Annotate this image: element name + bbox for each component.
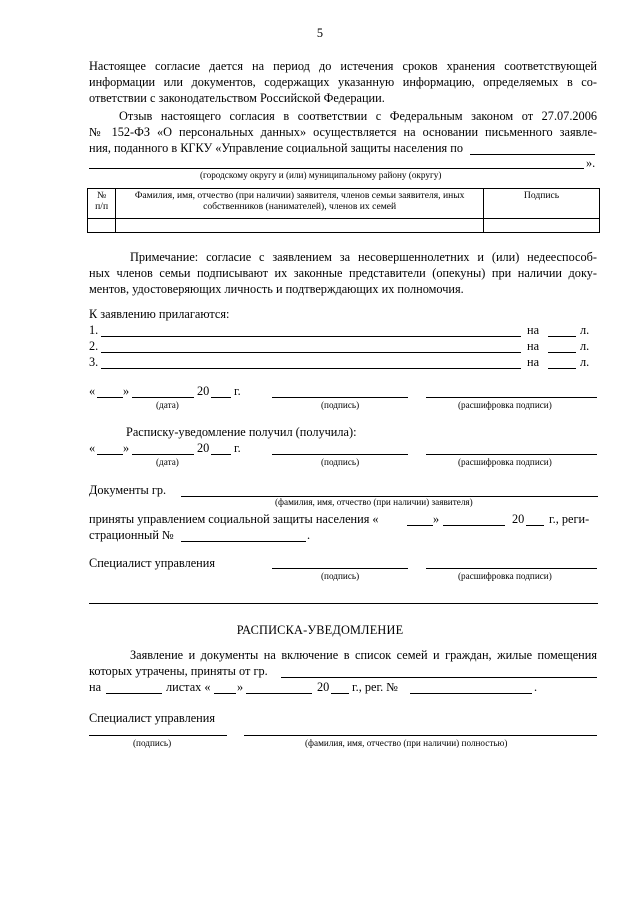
receipt-line1: Заявление и документы на включение в список семей и граждан, жилые помещения (130, 648, 597, 662)
signature-decode-field-2[interactable] (426, 454, 597, 455)
attachment-sheets-3[interactable] (548, 368, 576, 369)
revocation-line1: Отзыв настоящего согласия в соответствии с Федеральным законом от 27.07.2006 (119, 109, 597, 123)
attachments-heading: К заявлению прилагаются: (89, 307, 230, 321)
registration-label: страционный № (89, 528, 174, 542)
documents-label: Документы гр. (89, 483, 167, 497)
attachment-na-3: на (527, 355, 540, 369)
table-cell-signature[interactable] (484, 219, 600, 233)
specialist-signature-field[interactable] (272, 568, 408, 569)
receipt-year-field[interactable] (331, 693, 349, 694)
attachment-field-2[interactable] (101, 352, 521, 353)
receipt-reg-label: г., рег. № (352, 680, 399, 694)
receipt-sheets-field[interactable] (106, 693, 162, 694)
quote-open-2: « (89, 441, 96, 455)
receipt-line3-end: . (534, 680, 538, 694)
receipt-day-field[interactable] (214, 693, 236, 694)
decode-caption: (расшифровка подписи) (458, 400, 552, 410)
signature-caption-2: (подпись) (321, 457, 360, 467)
accepted-day-field[interactable] (407, 525, 433, 526)
attachment-field-3[interactable] (101, 368, 521, 369)
quote-open: « (89, 384, 96, 398)
attachment-number-2: 2. (89, 339, 99, 353)
signature-decode-field[interactable] (426, 397, 597, 398)
specialist-decode-field[interactable] (426, 568, 597, 569)
attachment-l-3: л. (580, 355, 590, 369)
specialist-decode-caption: (расшифровка подписи) (458, 571, 552, 581)
attachment-sheets-1[interactable] (548, 336, 576, 337)
revocation-line3: ния, поданного в КГКУ «Управление социальной защиты населения по (89, 141, 464, 155)
accepted-month-field[interactable] (443, 525, 505, 526)
accepted-year-field[interactable] (526, 525, 544, 526)
department-name-line-b[interactable] (89, 168, 584, 169)
year-field-2[interactable] (211, 454, 231, 455)
year-field[interactable] (211, 397, 231, 398)
receipt-title: РАСПИСКА-УВЕДОМЛЕНИЕ (236, 623, 404, 637)
year-suffix: г. (234, 384, 241, 398)
signature-field-2[interactable] (272, 454, 408, 455)
note-line2: ных членов семьи подписывают их законные представители (опекуны) при наличии доку- (89, 266, 597, 280)
note-line1: Примечание: согласие с заявлением за несовершеннолетних и (или) недееспособ- (130, 250, 597, 264)
table-header-number: № п/п (88, 189, 116, 219)
attachment-l-2: л. (580, 339, 590, 353)
day-field[interactable] (97, 397, 123, 398)
specialist-label: Специалист управления (89, 556, 215, 570)
receipt-na: на (89, 680, 102, 694)
receipt-applicant-field[interactable] (281, 677, 597, 678)
department-caption: (городскому округу и (или) муниципальному району (округу) (200, 170, 442, 180)
receipt-signature-caption: (подпись) (133, 738, 172, 748)
signature-caption: (подпись) (321, 400, 360, 410)
accepted-quote-close: » (433, 512, 440, 526)
year-prefix-2: 20 (197, 441, 210, 455)
attachment-na-1: на (527, 323, 540, 337)
department-name-line-a[interactable] (470, 154, 595, 155)
accepted-year-prefix: 20 (512, 512, 525, 526)
table-cell-name[interactable] (116, 219, 484, 233)
consent-period-line3: ответствии с законодательством Российской Федерации. (89, 91, 385, 105)
decode-caption-2: (расшифровка подписи) (458, 457, 552, 467)
page-number: 5 (316, 26, 324, 40)
year-prefix: 20 (197, 384, 210, 398)
receipt-specialist-fio-field[interactable] (244, 735, 597, 736)
month-field[interactable] (132, 397, 194, 398)
table-header-name: Фамилия, имя, отчество (при наличии) заявителя, членов семьи заявителя, иных собственников (нанимателей), членов их семей (116, 189, 484, 219)
quote-close-2: » (123, 441, 130, 455)
quote-close: » (123, 384, 130, 398)
cut-line (89, 603, 598, 604)
revocation-line4-end: ». (586, 156, 596, 170)
note-line3: ментов, удостоверяющих личность и подтверждающих их полномочия. (89, 282, 464, 296)
accepted-year-suffix: г., реги- (549, 512, 590, 526)
date-caption: (дата) (156, 400, 179, 410)
table-header-signature: Подпись (484, 189, 600, 219)
receipt-sheets-label: листах « (166, 680, 211, 694)
date-caption-2: (дата) (156, 457, 179, 467)
receipt-received-label: Расписку-уведомление получил (получила): (126, 425, 357, 439)
day-field-2[interactable] (97, 454, 123, 455)
consent-period-line1: Настоящее согласие дается на период до истечения сроков хранения соответствующей (89, 59, 597, 73)
attachment-field-1[interactable] (101, 336, 521, 337)
signature-field[interactable] (272, 397, 408, 398)
registration-end: . (307, 528, 311, 542)
year-suffix-2: г. (234, 441, 241, 455)
receipt-quote-close: » (237, 680, 244, 694)
applicant-name-caption: (фамилия, имя, отчество (при наличии) заявителя) (275, 497, 473, 507)
receipt-fio-caption: (фамилия, имя, отчество (при наличии) полностью) (305, 738, 508, 748)
receipt-specialist-signature-field[interactable] (89, 735, 227, 736)
attachment-number-3: 3. (89, 355, 99, 369)
receipt-reg-number-field[interactable] (410, 693, 532, 694)
receipt-specialist-label: Специалист управления (89, 711, 215, 725)
attachment-sheets-2[interactable] (548, 352, 576, 353)
revocation-line2: № 152-ФЗ «О персональных данных» осуществляется на основании письменного заявле- (89, 125, 597, 139)
attachment-na-2: на (527, 339, 540, 353)
attachment-number-1: 1. (89, 323, 99, 337)
consent-period-line2: информации или документов, содержащих указанную информацию, определяемых в со- (89, 75, 597, 89)
registration-number-field[interactable] (181, 541, 306, 542)
receipt-year-prefix: 20 (317, 680, 330, 694)
attachment-l-1: л. (580, 323, 590, 337)
documents-accepted-text: приняты управлением социальной защиты населения « (89, 512, 379, 526)
signatures-table (87, 188, 600, 233)
receipt-month-field[interactable] (246, 693, 312, 694)
specialist-signature-caption: (подпись) (321, 571, 360, 581)
table-cell-number[interactable] (88, 219, 116, 233)
month-field-2[interactable] (132, 454, 194, 455)
receipt-line2: которых утрачены, приняты от гр. (89, 664, 268, 678)
